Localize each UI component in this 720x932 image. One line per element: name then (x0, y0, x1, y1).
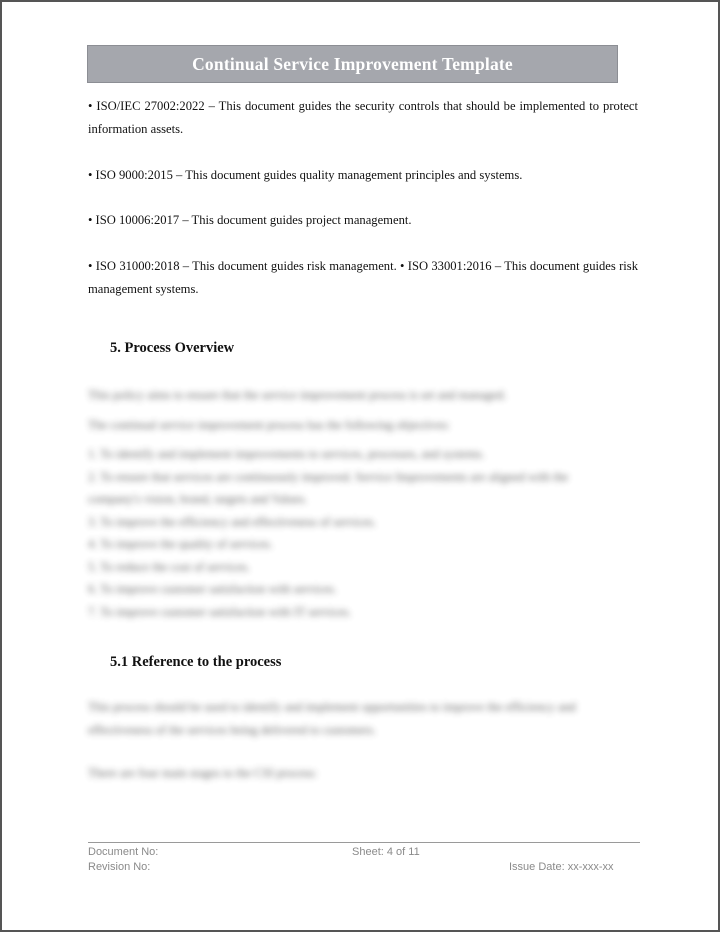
section-heading-reference-to-process: 5.1 Reference to the process (110, 654, 282, 670)
blurred-line: 6. To improve customer satisfaction with services. (88, 582, 337, 596)
footer-revision-no: Revision No: (88, 861, 151, 873)
section-heading-process-overview: 5. Process Overview (110, 340, 235, 356)
blurred-line: 5. To reduce the cost of services. (88, 559, 250, 574)
blurred-line: 2. To ensure that services are continuously improved. Service Improvements are aligned with the (88, 469, 569, 484)
blurred-line: 4. To improve the quality of services. (88, 537, 273, 551)
footer-sheet-number: Sheet: 4 of 11 (352, 846, 420, 858)
bullet-iso-31000: • ISO 31000:2018 – This document guides risk management. • ISO 33001:2016 – This document guides risk management systems. (88, 259, 638, 296)
blurred-line: 3. To improve the efficiency and effectiveness of services. (88, 514, 377, 529)
blurred-line: company's vision, brand, targets and Values. (88, 492, 308, 506)
bullet-iso-10006: • ISO 10006:2017 – This document guides project management. (88, 213, 412, 227)
footer-issue-date: Issue Date: xx-xxx-xx (509, 861, 614, 873)
blurred-line: 1. To identify and implement improvements to services, processes, and systems. (88, 447, 485, 461)
footer-divider (88, 842, 640, 843)
document-title: Continual Service Improvement Template (192, 53, 513, 74)
section5-blurred-text (88, 384, 638, 623)
blurred-line: This process should be used to identify and implement opportunities to improve the efficiency and (88, 700, 576, 714)
blurred-line: effectiveness of the services being delivered to customers. (88, 722, 377, 737)
footer-document-no: Document No: (88, 846, 159, 858)
bullet-iso-27002: • ISO/IEC 27002:2022 – This document guides the security controls that should be implemented to protect information assets. (88, 99, 638, 136)
bullet-iso-9000: • ISO 9000:2015 – This document guides quality management principles and systems. (88, 168, 523, 182)
blurred-line: The continual service improvement process has the following objectives: (88, 417, 450, 432)
blurred-line: There are four main stages to the CSI process: (88, 766, 318, 780)
blurred-line: This policy aims to ensure that the service improvement process is set and managed. (88, 388, 507, 402)
document-title-banner (87, 45, 618, 83)
blurred-line: 7. To improve customer satisfaction with IT services. (88, 604, 352, 619)
section51-blurred-text (88, 696, 638, 785)
